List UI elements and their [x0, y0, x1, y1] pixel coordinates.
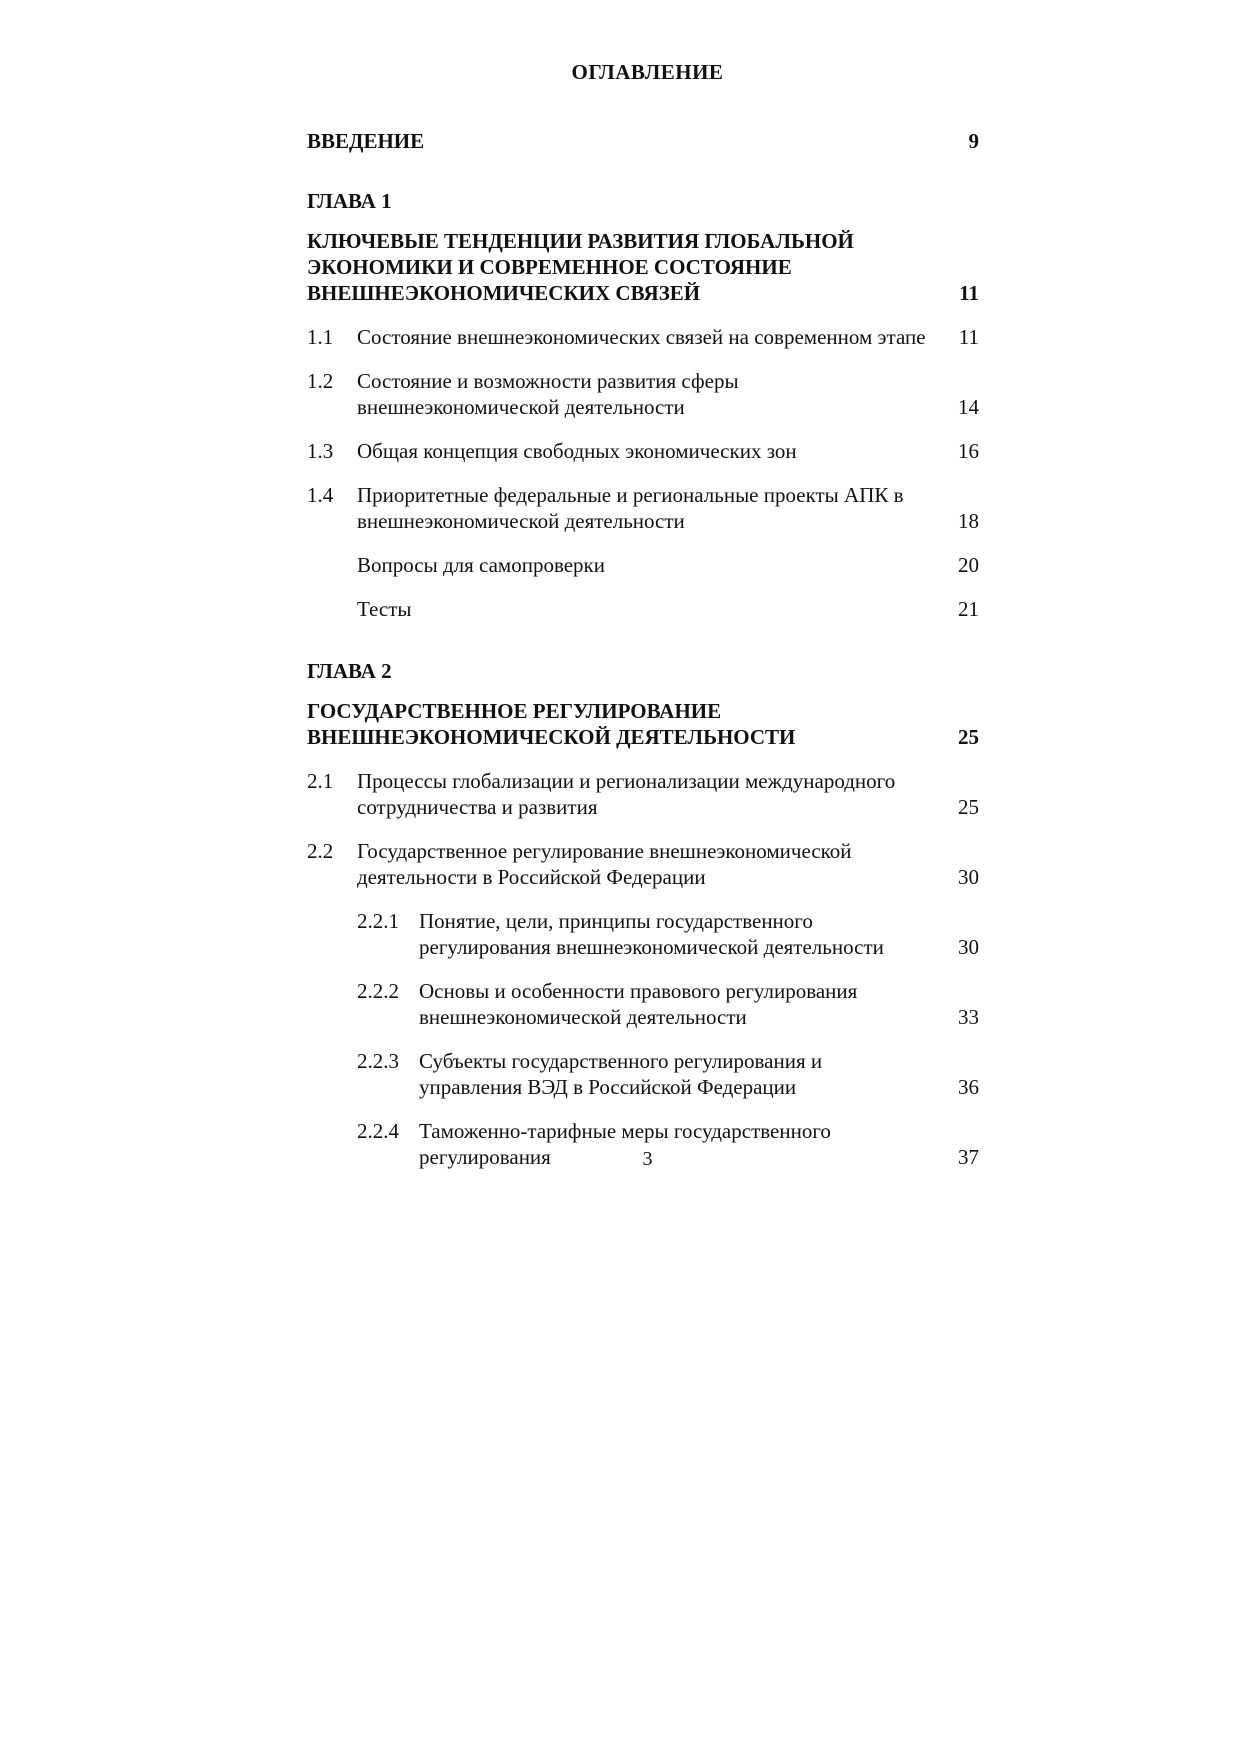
- subsection-title: Основы и особенности правового регулирования внешнеэкономической деятельности: [419, 979, 858, 1029]
- toc-page-number: 14: [958, 395, 979, 419]
- toc-entry-chapter-2[interactable]: [307, 698, 979, 750]
- toc-page-number: 11: [958, 325, 979, 349]
- toc-page-number: 25: [958, 725, 979, 749]
- toc-entry-self-check[interactable]: [307, 552, 979, 578]
- chapter-1-label: [307, 188, 979, 214]
- subsection-number: 2.2.4: [357, 1119, 399, 1143]
- toc-entry-1-4[interactable]: [307, 482, 979, 534]
- section-number: 1.1: [307, 325, 334, 349]
- toc-page-number: 30: [958, 865, 979, 889]
- section-number: 2.1: [307, 769, 334, 793]
- chapter-label: ГЛАВА 1: [307, 189, 392, 213]
- toc-page-number: 30: [958, 935, 979, 959]
- toc-entry-chapter-1[interactable]: [307, 228, 979, 306]
- table-of-contents: [307, 128, 979, 1170]
- page-title: ОГЛАВЛЕНИЕ: [571, 60, 724, 84]
- toc-page-number: 18: [958, 509, 979, 533]
- subsection-number: 2.2.1: [357, 909, 399, 933]
- toc-page-number: 33: [958, 1005, 979, 1029]
- chapter-2-label: [307, 658, 979, 684]
- section-number: 1.3: [307, 439, 334, 463]
- toc-page-number: 21: [958, 597, 979, 621]
- section-title: Приоритетные федеральные и региональные проекты АПК в внешнеэкономической деятельности: [357, 483, 904, 533]
- page-number-footer: 3: [642, 1148, 653, 1170]
- toc-entry-label: ВВЕДЕНИЕ: [307, 129, 425, 153]
- toc-entry-intro[interactable]: [307, 128, 979, 154]
- subsection-number: 2.2.3: [357, 1049, 399, 1073]
- section-number: 1.4: [307, 483, 334, 507]
- chapter-title: КЛЮЧЕВЫЕ ТЕНДЕНЦИИ РАЗВИТИЯ ГЛОБАЛЬНОЙ ЭКОНОМИКИ И СОВРЕМЕННОЕ СОСТОЯНИЕ ВНЕШНЕЭКОНОМИЧЕСКИХ СВЯЗЕЙ: [307, 229, 854, 305]
- subsection-number: 2.2.2: [357, 979, 399, 1003]
- toc-entry-2-1[interactable]: [307, 768, 979, 820]
- toc-page-number: 20: [958, 553, 979, 577]
- toc-page-number: 11: [959, 281, 979, 305]
- section-title: Вопросы для самопроверки: [357, 553, 606, 577]
- toc-entry-2-2-2[interactable]: [307, 978, 979, 1030]
- toc-entry-1-3[interactable]: [307, 438, 979, 464]
- section-title: Общая концепция свободных экономических зон: [357, 439, 797, 463]
- toc-page-number: 36: [958, 1075, 979, 1099]
- toc-entry-1-1[interactable]: [307, 324, 979, 350]
- subsection-title: Субъекты государственного регулирования и управления ВЭД в Российской Федерации: [419, 1049, 823, 1099]
- subsection-title: Понятие, цели, принципы государственного регулирования внешнеэкономической деятельности: [419, 909, 884, 959]
- toc-page-number: 37: [958, 1145, 979, 1169]
- toc-entry-tests[interactable]: [307, 596, 979, 622]
- subsection-title: Таможенно-тарифные меры государственного регулирования: [419, 1119, 831, 1169]
- section-title: Состояние и возможности развития сферы внешнеэкономической деятельности: [357, 369, 739, 419]
- section-number: 2.2: [307, 839, 334, 863]
- section-title: Состояние внешнеэкономических связей на современном этапе: [357, 325, 926, 349]
- toc-entry-2-2[interactable]: [307, 838, 979, 890]
- section-title: Процессы глобализации и регионализации международного сотрудничества и развития: [357, 769, 896, 819]
- toc-entry-2-2-3[interactable]: [307, 1048, 979, 1100]
- toc-page-number: 25: [958, 795, 979, 819]
- toc-page-number: 9: [968, 129, 979, 153]
- toc-entry-1-2[interactable]: [307, 368, 979, 420]
- chapter-label: ГЛАВА 2: [307, 659, 392, 683]
- toc-page-number: 16: [958, 439, 979, 463]
- toc-entry-2-2-1[interactable]: [307, 908, 979, 960]
- section-title: Тесты: [357, 597, 412, 621]
- section-title: Государственное регулирование внешнеэкономической деятельности в Российской Федерации: [357, 839, 852, 889]
- section-number: 1.2: [307, 369, 334, 393]
- chapter-title: ГОСУДАРСТВЕННОЕ РЕГУЛИРОВАНИЕ ВНЕШНЕЭКОНОМИЧЕСКОЙ ДЕЯТЕЛЬНОСТИ: [307, 699, 796, 749]
